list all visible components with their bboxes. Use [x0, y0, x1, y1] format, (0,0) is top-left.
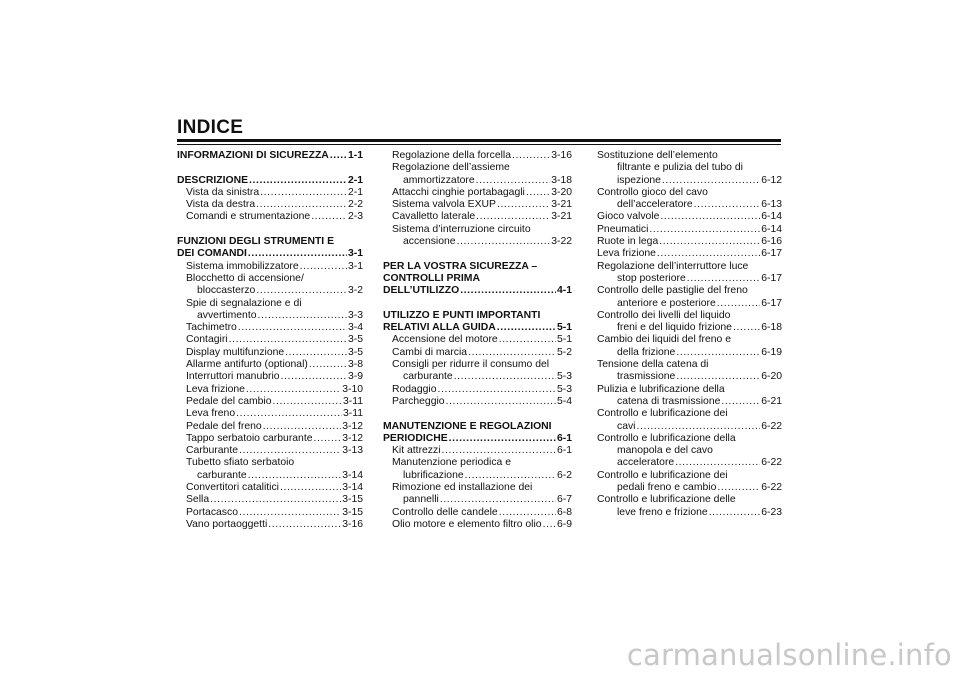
toc-page-number: 6-1	[556, 432, 572, 444]
page-title: INDICE	[177, 117, 244, 138]
toc-leader-dots	[249, 175, 347, 187]
toc-entry[interactable]	[177, 199, 363, 211]
toc-entry[interactable]	[597, 211, 782, 223]
toc-entry-text: Blocchetto di accensione/	[186, 272, 304, 284]
toc-entry-title: carburante	[197, 469, 247, 481]
toc-leader-dots	[659, 236, 760, 248]
toc-entry[interactable]	[177, 334, 363, 346]
toc-leader-dots	[662, 175, 760, 187]
toc-entry[interactable]	[597, 371, 782, 383]
toc-entry[interactable]	[383, 384, 572, 396]
toc-entry-text: Controllo e lubrificazione dei	[597, 469, 728, 481]
toc-entry-text: Regolazione dell’assieme	[392, 162, 510, 174]
toc-spacer	[177, 224, 363, 236]
toc-entry-title: Tappo serbatoio carburante	[186, 432, 313, 444]
toc-entry[interactable]	[597, 322, 782, 334]
toc-page-number: 3-4	[347, 322, 363, 334]
toc-entry[interactable]	[597, 457, 782, 469]
toc-leader-dots	[676, 371, 760, 383]
toc-leader-dots	[248, 248, 347, 260]
toc-entry[interactable]	[177, 261, 363, 273]
toc-leader-dots	[273, 396, 342, 408]
toc-page-number: 3-5	[347, 346, 363, 358]
toc-spacer	[383, 408, 572, 420]
toc-page-number: 2-2	[347, 199, 363, 211]
toc-entry-title: Carburante	[186, 445, 238, 457]
toc-entry[interactable]	[177, 507, 363, 519]
toc-leader-dots	[457, 236, 551, 248]
toc-spacer	[383, 248, 572, 260]
toc-entry-text: FUNZIONI DEGLI STRUMENTI E	[177, 236, 335, 248]
toc-entry[interactable]	[383, 211, 572, 223]
toc-page-number: 6-8	[556, 506, 572, 518]
toc-entry-title: ammortizzatore	[403, 174, 475, 186]
toc-spacer	[177, 162, 363, 174]
toc-entry-title: stop posteriore	[617, 272, 686, 284]
toc-entry[interactable]	[597, 248, 782, 260]
toc-leader-dots	[256, 199, 347, 211]
toc-entry-title: Portacasco	[186, 506, 238, 518]
toc-entry[interactable]	[177, 421, 363, 433]
toc-leader-dots	[497, 322, 556, 334]
toc-entry[interactable]	[177, 396, 363, 408]
toc-entry-title: anteriore e posteriore	[617, 297, 716, 309]
toc-entry[interactable]	[597, 347, 782, 359]
toc-leader-dots	[660, 211, 760, 223]
toc-entry[interactable]	[177, 347, 363, 359]
toc-column-1	[177, 150, 363, 531]
toc-page-number: 3-11	[342, 408, 363, 420]
toc-entry-title: Attacchi cinghie portabagagli	[392, 186, 525, 198]
toc-entry-text: Controllo delle pastiglie del freno	[597, 285, 748, 297]
toc-entry-title: pannelli	[403, 494, 439, 506]
toc-leader-dots	[676, 347, 760, 359]
toc-entry-title: avvertimento	[197, 309, 257, 321]
toc-leader-dots	[733, 322, 760, 334]
toc-entry[interactable]	[597, 175, 782, 187]
toc-entry[interactable]	[177, 445, 363, 457]
toc-page-number: 6-20	[761, 371, 782, 383]
toc-entry-title: Pedale del freno	[186, 420, 262, 432]
toc-leader-dots	[440, 494, 556, 506]
toc-entry[interactable]	[177, 248, 363, 260]
watermark: carmanualsonline.info	[626, 638, 952, 672]
toc-page-number: 5-3	[556, 383, 572, 395]
toc-entry-title: bloccasterzo	[197, 285, 256, 297]
toc-entry-title: Parcheggio	[392, 395, 445, 407]
toc-page-number: 6-19	[761, 346, 782, 358]
toc-entry[interactable]	[383, 433, 572, 445]
toc-entry[interactable]	[177, 285, 363, 297]
toc-leader-dots	[476, 211, 550, 223]
toc-leader-dots	[721, 396, 760, 408]
toc-leader-dots	[285, 347, 347, 359]
toc-leader-dots	[239, 507, 341, 519]
toc-entry[interactable]	[177, 494, 363, 506]
toc-entry[interactable]	[177, 310, 363, 322]
toc-entry-title: Kit attrezzi	[392, 445, 441, 457]
title-rule-thin	[177, 144, 781, 145]
toc-entry-title: Pedale del cambio	[186, 395, 272, 407]
toc-leader-dots	[246, 384, 341, 396]
toc-page-number: 5-1	[556, 334, 572, 346]
toc-entry-text: Rimozione ed installazione dei	[392, 482, 533, 494]
toc-entry-title: Leva freno	[186, 408, 236, 420]
toc-leader-dots	[449, 433, 556, 445]
toc-leader-dots	[263, 421, 342, 433]
toc-leader-dots	[229, 334, 347, 346]
toc-page-number: 6-23	[761, 506, 782, 518]
toc-page-number: 6-22	[761, 457, 782, 469]
toc-leader-dots	[465, 470, 556, 482]
toc-entry-text: Controllo e lubrificazione della	[597, 432, 736, 444]
toc-entry-title: Leva frizione	[186, 383, 245, 395]
toc-page-number: 3-11	[342, 395, 363, 407]
toc-page-number: 6-2	[556, 469, 572, 481]
title-rule-thick	[177, 139, 781, 142]
toc-entry-text: Sostituzione dell’elemento	[597, 150, 718, 161]
toc-entry-title: Vista da destra	[186, 199, 256, 211]
toc-entry-title: Sistema valvola EXUP	[392, 199, 496, 211]
toc-entry-title: carburante	[403, 371, 453, 383]
toc-entry-text: Regolazione dell’interruttore luce	[597, 260, 749, 272]
toc-entry-title: Gioco valvole	[597, 211, 660, 223]
toc-entry[interactable]	[177, 187, 363, 199]
toc-entry[interactable]	[597, 236, 782, 248]
toc-entry[interactable]	[383, 396, 572, 408]
toc-page-number: 3-20	[551, 186, 572, 198]
toc-leader-dots	[311, 211, 347, 223]
toc-leader-dots	[281, 371, 347, 383]
toc-entry-title: Vista da sinistra	[186, 186, 260, 198]
toc-page-number: 1-1	[347, 150, 363, 161]
toc-page-number: 6-12	[761, 174, 782, 186]
toc-entry-title: INFORMAZIONI DI SICUREZZA	[177, 150, 329, 161]
toc-leader-dots	[309, 359, 347, 371]
toc-entry-title: RELATIVI ALLA GUIDA	[383, 322, 496, 334]
toc-page-number: 3-15	[342, 506, 363, 518]
toc-entry-title: pedali freno e cambio	[617, 482, 717, 494]
toc-page-number: 2-1	[347, 186, 363, 198]
toc-entry-title: accensione	[403, 236, 456, 248]
toc-leader-dots	[499, 507, 556, 519]
toc-leader-dots	[687, 273, 760, 285]
toc-leader-dots	[248, 470, 342, 482]
toc-entry[interactable]	[383, 334, 572, 346]
toc-leader-dots	[210, 494, 341, 506]
toc-entry[interactable]	[177, 211, 363, 223]
toc-entry-text: UTILIZZO E PUNTI IMPORTANTI	[383, 309, 541, 321]
toc-entry-text: Controllo e lubrificazione dei	[597, 408, 728, 420]
toc-leader-dots	[454, 371, 556, 383]
toc-entry-title: leve freno e frizione	[617, 506, 708, 518]
toc-page-number: 6-16	[761, 236, 782, 248]
toc-entry-text: Sistema d’interruzione circuito	[392, 223, 531, 235]
toc-page-number: 6-21	[761, 395, 782, 407]
toc-entry-title: Sella	[186, 494, 210, 506]
toc-leader-dots	[649, 224, 760, 236]
toc-entry[interactable]	[383, 347, 572, 359]
toc-page-number: 3-5	[347, 334, 363, 346]
toc-leader-dots	[256, 285, 347, 297]
toc-page-number: 6-9	[556, 518, 572, 530]
toc-leader-dots	[709, 507, 761, 519]
toc-entry-title: ispezione	[617, 174, 661, 186]
toc-page-number: 6-14	[761, 211, 782, 223]
toc-page-number: 3-3	[347, 309, 363, 321]
toc-entry[interactable]	[383, 445, 572, 457]
toc-page-number: 6-22	[761, 482, 782, 494]
toc-entry-text: MANUTENZIONE E REGOLAZIONI	[383, 420, 552, 432]
toc-leader-dots	[543, 519, 556, 531]
toc-column-2	[383, 150, 572, 531]
toc-leader-dots	[512, 150, 550, 162]
toc-leader-dots	[236, 408, 342, 420]
toc-page-number: 6-17	[761, 297, 782, 309]
toc-entry[interactable]	[383, 519, 572, 531]
toc-entry-title: DEI COMANDI	[177, 248, 247, 260]
toc-leader-dots	[499, 334, 556, 346]
toc-entry[interactable]	[383, 187, 572, 199]
toc-entry-text: Spie di segnalazione e di	[186, 297, 302, 309]
toc-page-number: 2-1	[347, 174, 363, 186]
toc-entry-title: Convertitori catalitici	[186, 482, 279, 494]
toc-entry-title: Interruttori manubrio	[186, 371, 280, 383]
toc-entry-text: Tensione della catena di	[597, 359, 709, 371]
toc-entry[interactable]	[177, 359, 363, 371]
toc-entry[interactable]	[383, 494, 572, 506]
toc-page-number: 3-16	[342, 518, 363, 530]
toc-leader-dots	[717, 298, 760, 310]
toc-page-number: 3-2	[347, 285, 363, 297]
toc-entry-title: Comandi e strumentazione	[186, 211, 311, 223]
toc-leader-dots	[260, 187, 347, 199]
toc-page-number: 4-1	[556, 285, 572, 297]
toc-page-number: 2-3	[347, 211, 363, 223]
toc-leader-dots	[476, 175, 551, 187]
toc-entry-title: freni e del liquido frizione	[617, 322, 732, 334]
toc-entry-text: manopola e del cavo	[617, 445, 713, 457]
toc-page-number: 6-18	[761, 322, 782, 334]
toc-leader-dots	[460, 285, 556, 297]
toc-leader-dots	[238, 322, 347, 334]
toc-entry-title: Leva frizione	[597, 248, 656, 260]
toc-page-number: 6-22	[761, 420, 782, 432]
toc-entry[interactable]	[383, 175, 572, 187]
toc-leader-dots	[675, 457, 760, 469]
toc-entry[interactable]	[383, 322, 572, 334]
toc-entry-title: Cambi di marcia	[392, 346, 468, 358]
toc-column-3	[597, 150, 782, 519]
toc-entry-title: Rodaggio	[392, 383, 437, 395]
toc-entry-title: Ruote in lega	[597, 236, 659, 248]
toc-page-number: 3-10	[342, 383, 363, 395]
toc-entry-title: Olio motore e elemento filtro olio	[392, 518, 542, 530]
toc-entry-title: dell’acceleratore	[617, 199, 693, 211]
toc-entry-title: cavi	[617, 420, 636, 432]
toc-entry-text: Manutenzione periodica e	[392, 457, 511, 469]
toc-entry[interactable]	[177, 433, 363, 445]
toc-page-number: 3-9	[347, 371, 363, 383]
toc-page-number: 3-21	[551, 211, 572, 223]
toc-page-number: 3-14	[342, 482, 363, 494]
toc-page-number: 5-1	[556, 322, 572, 334]
toc-entry[interactable]	[177, 408, 363, 420]
toc-entry-text: Consigli per ridurre il consumo del	[392, 359, 550, 371]
toc-page-number: 6-14	[761, 223, 782, 235]
toc-page-number: 3-21	[551, 199, 572, 211]
toc-page-number: 6-17	[761, 248, 782, 260]
toc-leader-dots	[526, 187, 550, 199]
toc-entry-title: PERIODICHE	[383, 432, 448, 444]
toc-entry-text: PER LA VOSTRA SICUREZZA –	[383, 260, 538, 272]
toc-entry[interactable]	[597, 199, 782, 211]
toc-entry-title: della frizione	[617, 346, 676, 358]
toc-page-number: 3-12	[342, 420, 363, 432]
toc-entry[interactable]	[177, 322, 363, 334]
toc-page-number: 3-14	[342, 469, 363, 481]
toc-entry[interactable]	[383, 285, 572, 297]
toc-leader-dots	[636, 421, 760, 433]
toc-entry-text: Controllo gioco del cavo	[597, 186, 708, 198]
toc-entry[interactable]	[597, 421, 782, 433]
toc-entry[interactable]	[383, 470, 572, 482]
toc-entry-title: DELL’UTILIZZO	[383, 285, 460, 297]
toc-entry-text: filtrante e pulizia del tubo di	[617, 162, 743, 174]
toc-leader-dots	[438, 384, 556, 396]
toc-entry-title: Controllo delle candele	[392, 506, 498, 518]
toc-entry-title: Allarme antifurto (optional)	[186, 359, 308, 371]
toc-leader-dots	[314, 433, 342, 445]
toc-entry[interactable]	[177, 519, 363, 531]
toc-entry[interactable]	[383, 199, 572, 211]
toc-entry[interactable]	[383, 150, 572, 162]
toc-leader-dots	[657, 248, 760, 260]
toc-leader-dots	[446, 396, 556, 408]
toc-page-number: 3-13	[342, 445, 363, 457]
toc-page-number: 3-22	[551, 236, 572, 248]
toc-entry[interactable]	[597, 396, 782, 408]
toc-entry[interactable]	[177, 175, 363, 187]
toc-entry-text: Tubetto sfiato serbatoio	[186, 457, 295, 469]
toc-entry-title: Vano portaoggetti	[186, 518, 268, 530]
toc-entry[interactable]	[597, 298, 782, 310]
toc-entry-title: Pneumatici	[597, 223, 649, 235]
toc-page-number: 5-4	[556, 395, 572, 407]
toc-entry[interactable]	[597, 482, 782, 494]
toc-entry-title: Sistema immobilizzatore	[186, 260, 299, 272]
toc-entry[interactable]	[383, 236, 572, 248]
toc-entry[interactable]	[383, 507, 572, 519]
toc-entry-text: Controllo dei livelli del liquido	[597, 309, 731, 321]
toc-entry[interactable]	[177, 384, 363, 396]
toc-leader-dots	[330, 150, 347, 162]
toc-entry-title: catena di trasmissione	[617, 395, 721, 407]
toc-page-number: 3-15	[342, 494, 363, 506]
toc-entry[interactable]	[177, 482, 363, 494]
toc-leader-dots	[257, 310, 346, 322]
toc-leader-dots	[268, 519, 341, 531]
toc-page-number: 6-13	[761, 199, 782, 211]
toc-entry[interactable]	[177, 371, 363, 383]
toc-leader-dots	[694, 199, 761, 211]
toc-page-number: 3-1	[347, 248, 363, 260]
toc-entry-text: CONTROLLI PRIMA	[383, 272, 480, 284]
toc-entry-title: acceleratore	[617, 457, 675, 469]
toc-leader-dots	[280, 482, 341, 494]
toc-entry-title: Display multifunzione	[186, 346, 285, 358]
toc-page-number: 6-1	[556, 445, 572, 457]
toc-page-number: 6-17	[761, 272, 782, 284]
toc-page-number: 5-2	[556, 346, 572, 358]
toc-page-number: 5-3	[556, 371, 572, 383]
toc-leader-dots	[468, 347, 556, 359]
toc-entry[interactable]	[597, 224, 782, 236]
toc-entry-text: Pulizia e lubrificazione della	[597, 383, 725, 395]
toc-page-number: 6-7	[556, 494, 572, 506]
toc-page-number: 3-16	[551, 150, 572, 161]
toc-leader-dots	[300, 261, 347, 273]
toc-entry[interactable]	[597, 273, 782, 285]
toc-leader-dots	[239, 445, 341, 457]
toc-page-number: 3-1	[347, 260, 363, 272]
toc-entry-title: Accensione del motore	[392, 334, 498, 346]
toc-entry[interactable]	[383, 371, 572, 383]
toc-entry-title: DESCRIZIONE	[177, 174, 249, 186]
toc-page-number: 3-18	[551, 174, 572, 186]
toc-spacer	[383, 298, 572, 310]
toc-page-number: 3-8	[347, 359, 363, 371]
toc-entry[interactable]	[177, 150, 363, 162]
toc-entry-title: Regolazione della forcella	[392, 150, 511, 161]
toc-leader-dots	[442, 445, 556, 457]
toc-entry[interactable]	[177, 470, 363, 482]
toc-entry-text: Controllo e lubrificazione delle	[597, 494, 736, 506]
toc-entry-title: lubrificazione	[403, 469, 464, 481]
toc-entry-title: trasmissione	[617, 371, 676, 383]
toc-entry-title: Tachimetro	[186, 322, 237, 334]
toc-leader-dots	[497, 199, 550, 211]
toc-entry-text: Cambio dei liquidi del freno e	[597, 334, 732, 346]
toc-entry-title: Cavalletto laterale	[392, 211, 476, 223]
toc-entry[interactable]	[597, 507, 782, 519]
toc-entry-title: Contagiri	[186, 334, 228, 346]
toc-page-number: 3-12	[342, 432, 363, 444]
toc-leader-dots	[717, 482, 760, 494]
